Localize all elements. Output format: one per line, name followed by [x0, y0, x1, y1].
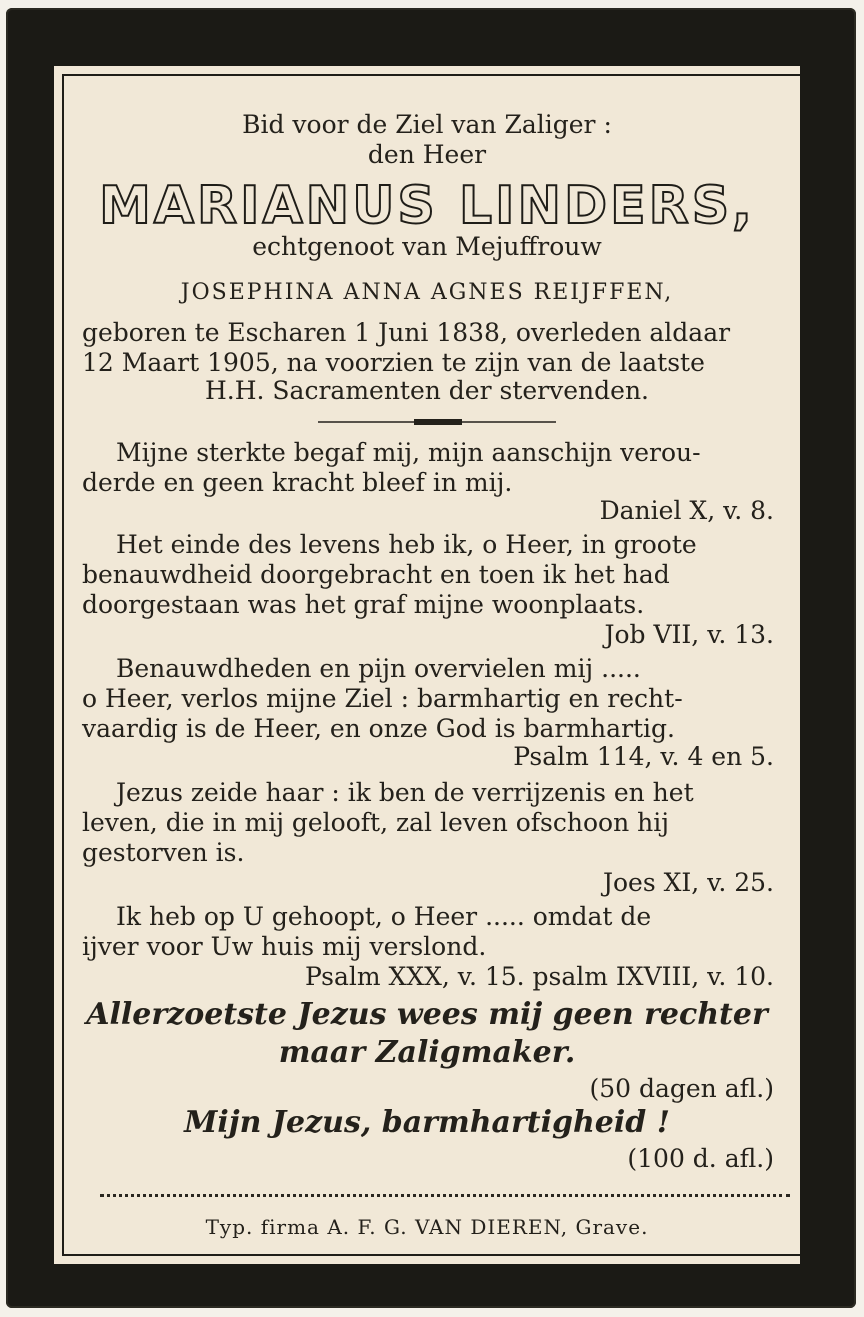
verse-2-line-2: benauwdheid doorgebracht en toen ik het had — [82, 560, 670, 589]
birth-line-3: H.H. Sacramenten der stervenden. — [204, 376, 649, 405]
verse-2-line-1: Het einde des levens heb ik, o Heer, in groote — [116, 530, 697, 559]
verse-2-reference: Job VII, v. 13. — [604, 620, 774, 649]
birth-line-2: 12 Maart 1905, na voorzien te zijn van de laatste — [82, 348, 705, 377]
prayer-2: Mijn Jezus, barmhartigheid ! — [184, 1105, 670, 1140]
verse-2-line-3: doorgestaan was het graf mijne woonplaats. — [82, 590, 645, 619]
indulgence-1: (50 dagen afl.) — [589, 1074, 774, 1103]
verse-3-line-2: o Heer, verlos mijne Ziel : barmhartig en recht- — [82, 684, 683, 713]
verse-4-line-1: Jezus zeide haar : ik ben de verrijzenis en het — [116, 778, 694, 807]
honorific: den Heer — [367, 140, 487, 169]
verse-5-line-2: ijver voor Uw huis mij verslond. — [82, 932, 487, 961]
prayer-1-line-2: maar Zaligmaker. — [278, 1035, 576, 1070]
indulgence-2: (100 d. afl.) — [627, 1144, 774, 1173]
card-content — [54, 66, 800, 1264]
card-paper — [54, 66, 800, 1264]
dotted-divider — [100, 1194, 790, 1197]
spouse-name: JOSEPHINA ANNA AGNES REIJFFEN, — [180, 280, 674, 305]
memorial-card — [6, 8, 856, 1308]
verse-4-reference: Joes XI, v. 25. — [602, 868, 774, 897]
verse-1-line-2: derde en geen kracht bleef in mij. — [82, 468, 513, 497]
printer-credit: Typ. firma A. F. G. VAN DIEREN, Grave. — [205, 1215, 649, 1239]
birth-line-1: geboren te Escharen 1 Juni 1838, overleden aldaar — [82, 318, 731, 347]
verse-5-reference: Psalm XXX, v. 15. psalm IXVIII, v. 10. — [304, 962, 774, 991]
verse-1-reference: Daniel X, v. 8. — [599, 496, 774, 525]
heading: Bid voor de Ziel van Zaliger : — [242, 110, 612, 139]
verse-4-line-3: gestorven is. — [82, 838, 245, 867]
verse-3-line-1: Benauwdheden en pijn overvielen mij ..... — [116, 654, 641, 683]
verse-1-line-1: Mijne sterkte begaf mij, mijn aanschijn verou- — [116, 438, 701, 467]
verse-3-line-3: vaardig is de Heer, en onze God is barmhartig. — [82, 714, 676, 743]
verse-5-line-1: Ik heb op U gehoopt, o Heer ..... omdat de — [116, 902, 652, 931]
ornamental-divider — [318, 418, 556, 426]
prayer-1-line-1: Allerzoetste Jezus wees mij geen rechter — [86, 997, 768, 1032]
spouse-intro: echtgenoot van Mejuffrouw — [252, 232, 602, 261]
verse-4-line-2: leven, die in mij gelooft, zal leven ofschoon hij — [82, 808, 669, 837]
deceased-name: MARIANUS LINDERS, — [99, 176, 755, 236]
verse-3-reference: Psalm 114, v. 4 en 5. — [513, 742, 774, 771]
